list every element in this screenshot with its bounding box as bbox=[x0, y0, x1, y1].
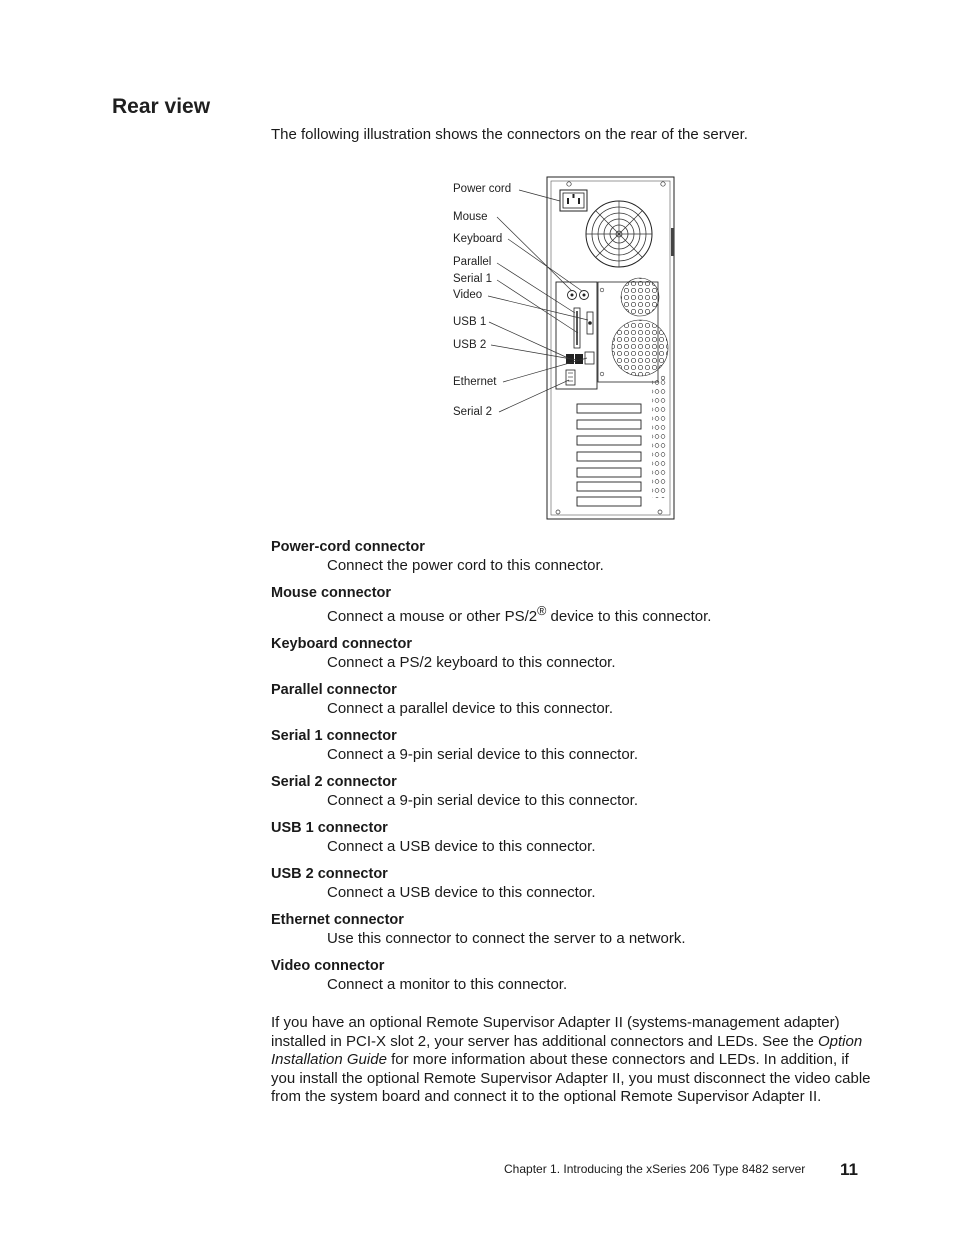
connector-term: Ethernet connector bbox=[271, 912, 404, 928]
closing-text: If you have an optional Remote Supervisor Adapter II (systems-management adapter) installed in PCI-X slot 2, your server has additional connectors and LEDs. See the bbox=[271, 1014, 840, 1050]
connector-description: Connect a monitor to this connector. bbox=[327, 976, 568, 993]
connector-entry bbox=[271, 957, 871, 994]
callout-mouse: Mouse bbox=[453, 211, 488, 223]
connector-description: Connect a USB device to this connector. bbox=[327, 884, 596, 901]
connector-entry bbox=[271, 911, 871, 948]
description-text: Connect a mouse or other PS/2 bbox=[327, 608, 538, 625]
connector-term: Mouse connector bbox=[271, 585, 392, 601]
registered-mark: ® bbox=[537, 604, 547, 618]
callout-serial-2: Serial 2 bbox=[453, 406, 492, 418]
connector-term: Video connector bbox=[271, 958, 385, 974]
connector-entry bbox=[271, 727, 871, 764]
callout-usb-2: USB 2 bbox=[453, 339, 487, 351]
connector-term: Parallel connector bbox=[271, 682, 397, 698]
connector-entry bbox=[271, 538, 871, 575]
description-text: device to this connector. bbox=[546, 608, 712, 625]
connector-description bbox=[327, 602, 871, 626]
rear-view-illustration bbox=[440, 170, 690, 530]
connector-entry bbox=[271, 635, 871, 672]
connector-entry bbox=[271, 865, 871, 902]
connector-term: Serial 1 connector bbox=[271, 728, 397, 744]
callout-serial-1: Serial 1 bbox=[453, 273, 492, 285]
connector-term: Power-cord connector bbox=[271, 539, 425, 555]
power-cord-connector-graphic bbox=[560, 190, 587, 211]
connector-description: Use this connector to connect the server to a network. bbox=[327, 930, 686, 947]
callout-power-cord: Power cord bbox=[453, 183, 512, 195]
server-rear-diagram bbox=[440, 170, 690, 530]
connector-term: Keyboard connector bbox=[271, 636, 412, 652]
callout-usb-1: USB 1 bbox=[453, 316, 487, 328]
connector-term: USB 2 connector bbox=[271, 866, 388, 882]
connector-term: USB 1 connector bbox=[271, 820, 388, 836]
connector-description: Connect a 9-pin serial device to this connector. bbox=[327, 746, 639, 763]
intro-paragraph: The following illustration shows the connectors on the rear of the server. bbox=[271, 126, 748, 143]
callout-parallel: Parallel bbox=[453, 256, 492, 268]
connector-description: Connect the power cord to this connector. bbox=[327, 557, 604, 574]
connector-definition-list bbox=[271, 538, 871, 1003]
connector-description: Connect a USB device to this connector. bbox=[327, 838, 596, 855]
connector-entry bbox=[271, 584, 871, 626]
connector-description: Connect a 9-pin serial device to this connector. bbox=[327, 792, 639, 809]
section-title: Rear view bbox=[112, 95, 211, 118]
connector-entry bbox=[271, 819, 871, 856]
callout-ethernet: Ethernet bbox=[453, 376, 497, 388]
connector-description: Connect a parallel device to this connector. bbox=[327, 700, 614, 717]
fan-grille-graphic bbox=[586, 201, 652, 267]
io-panel-graphic bbox=[556, 282, 597, 389]
connector-entry bbox=[271, 681, 871, 718]
callout-keyboard: Keyboard bbox=[453, 233, 503, 245]
page-footer: Chapter 1. Introducing the xSeries 206 Type 8482 server bbox=[504, 1162, 806, 1176]
connector-term: Serial 2 connector bbox=[271, 774, 397, 790]
callout-video: Video bbox=[453, 289, 483, 301]
page-number: 11 bbox=[840, 1160, 858, 1179]
connector-description: Connect a PS/2 keyboard to this connector. bbox=[327, 654, 616, 671]
closing-text: for more information about these connectors and LEDs. In addition, if you install the optional Remote Supervisor Adapter II, you must disconnect the video cable from the system board and connect it to the optional Remote Supervisor Adapter II. bbox=[271, 1051, 871, 1105]
closing-paragraph bbox=[271, 1014, 871, 1107]
connector-entry bbox=[271, 773, 871, 810]
option-installation-guide-reference: Option Installation Guide bbox=[271, 1032, 863, 1068]
